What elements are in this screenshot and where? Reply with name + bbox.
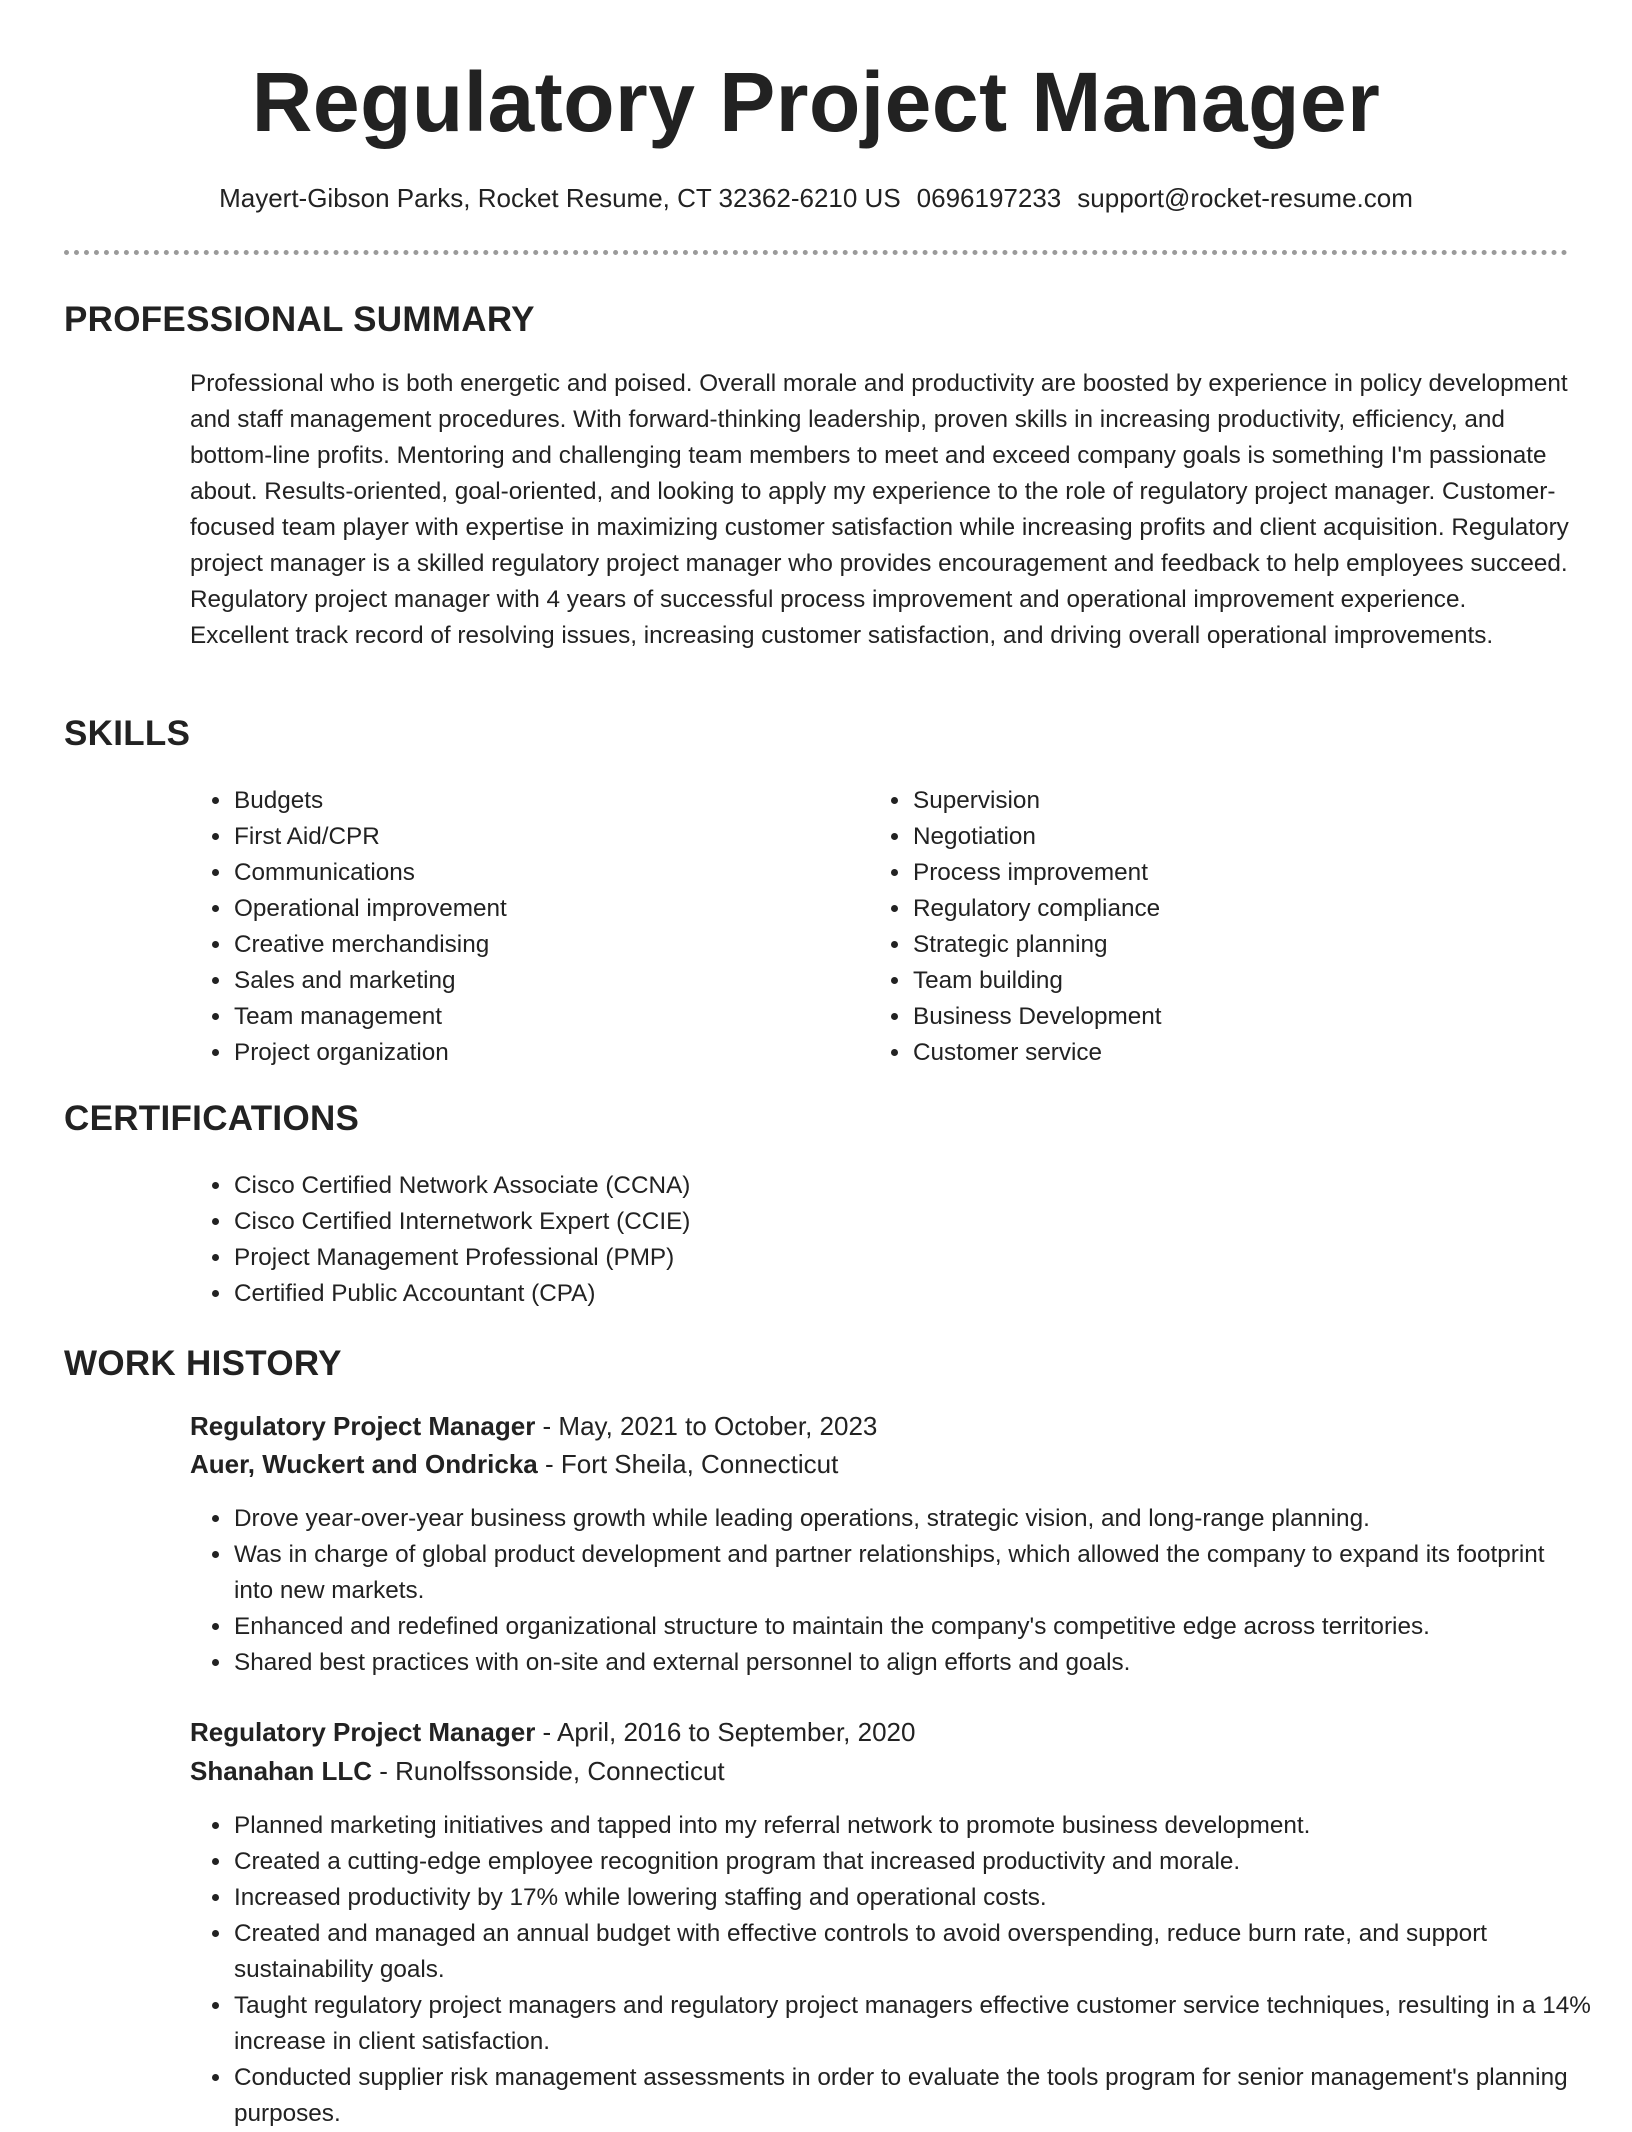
job-title-line [190, 1407, 877, 1445]
skill-item: • Business Development [912, 999, 1532, 1035]
job-dates: - May, 2021 to October, 2023 [535, 1411, 878, 1441]
skills-list-left [190, 783, 853, 1071]
job-title-line [190, 1713, 915, 1751]
work-history-heading: WORK HISTORY [64, 1344, 342, 1383]
skill-item: • Process improvement [912, 855, 1532, 891]
contact-phone: 0696197233 [916, 183, 1062, 213]
skill-item: • Supervision [912, 783, 1532, 819]
certification-item: • Certified Public Accountant (CPA) [233, 1276, 1613, 1312]
contact-line [0, 180, 1632, 216]
skill-item: • Creative merchandising [233, 927, 853, 963]
job-location: - Runolfssonside, Connecticut [372, 1756, 725, 1786]
job-bullet: • Created a cutting-edge employee recognition program that increased productivity and morale. [233, 1844, 1613, 1880]
skill-item: • Team building [912, 963, 1532, 999]
job-bullet: • Created and managed an annual budget with effective controls to avoid overspending, reduce burn rate, and support sustainability goals. [233, 1916, 1613, 1988]
job-company: Auer, Wuckert and Ondricka [190, 1449, 538, 1479]
skill-item: • Communications [233, 855, 853, 891]
job-bullets [190, 1808, 1613, 2132]
skill-item: • Sales and marketing [233, 963, 853, 999]
resume-name: Regulatory Project Manager [251, 55, 1381, 149]
skill-item: • Operational improvement [233, 891, 853, 927]
job-company: Shanahan LLC [190, 1756, 373, 1786]
certification-item: • Cisco Certified Network Associate (CCNA) [233, 1168, 1613, 1204]
job-role: Regulatory Project Manager [190, 1411, 536, 1441]
job-bullet: • Conducted supplier risk management assessments in order to evaluate the tools program for senior management's planning purposes. [233, 2060, 1613, 2132]
job-company-line [190, 1752, 725, 1790]
job-location: - Fort Sheila, Connecticut [537, 1449, 839, 1479]
job-bullet: • Enhanced and redefined organizational structure to maintain the company's competitive edge across territories. [233, 1609, 1563, 1645]
certifications-heading: CERTIFICATIONS [64, 1099, 360, 1138]
skill-item: • First Aid/CPR [233, 819, 853, 855]
job-bullet: • Planned marketing initiatives and tapped into my referral network to promote business development. [233, 1808, 1613, 1844]
skill-item: • Negotiation [912, 819, 1532, 855]
skill-item: • Budgets [233, 783, 853, 819]
skill-item: • Team management [233, 999, 853, 1035]
skill-item: • Strategic planning [912, 927, 1532, 963]
job-bullets [190, 1501, 1563, 1681]
summary-heading: PROFESSIONAL SUMMARY [64, 300, 535, 339]
job-role: Regulatory Project Manager [190, 1717, 536, 1747]
skills-list-right [869, 783, 1532, 1071]
skills-heading: SKILLS [64, 714, 191, 753]
skill-item: • Regulatory compliance [912, 891, 1532, 927]
job-bullet: • Shared best practices with on-site and external personnel to align efforts and goals. [233, 1645, 1563, 1681]
job-company-line [190, 1445, 838, 1483]
skill-item: • Customer service [912, 1035, 1532, 1071]
certifications-list [190, 1168, 1613, 1312]
job-bullet: • Drove year-over-year business growth while leading operations, strategic vision, and long-range planning. [233, 1501, 1563, 1537]
job-bullet: • Increased productivity by 17% while lowering staffing and operational costs. [233, 1880, 1613, 1916]
contact-address: Mayert-Gibson Parks, Rocket Resume, CT 32362-6210 US [219, 183, 901, 213]
skill-item: • Project organization [233, 1035, 853, 1071]
certification-item: • Cisco Certified Internetwork Expert (CCIE) [233, 1204, 1613, 1240]
summary-text: Professional who is both energetic and poised. Overall morale and productivity are boosted by experience in policy development and staff management procedures. With forward-thinking leadership, proven skills in increasing productivity, efficiency, and bottom-line profits. Mentoring and challenging team members to meet and exceed company goals is something I'm passionate about. Results-oriented, goal-oriented, and looking to apply my experience to the role of regulatory project manager. Customer-focused team player with expertise in maximizing customer satisfaction while increasing profits and client acquisition. Regulatory project manager is a skilled regulatory project manager who provides encouragement and feedback to help employees succeed. Regulatory project manager with 4 years of successful process improvement and operational improvement experience. Excellent track record of resolving issues, increasing customer satisfaction, and driving overall operational improvements. [190, 370, 1569, 649]
job-bullet: • Taught regulatory project managers and regulatory project managers effective customer service techniques, resulting in a 14% increase in client satisfaction. [233, 1988, 1613, 2060]
job-dates: - April, 2016 to September, 2020 [535, 1717, 916, 1747]
job-bullet: • Was in charge of global product development and partner relationships, which allowed the company to expand its footprint into new markets. [233, 1537, 1563, 1609]
certification-item: • Project Management Professional (PMP) [233, 1240, 1613, 1276]
header-divider [64, 250, 1568, 255]
contact-email: support@rocket-resume.com [1077, 183, 1413, 213]
